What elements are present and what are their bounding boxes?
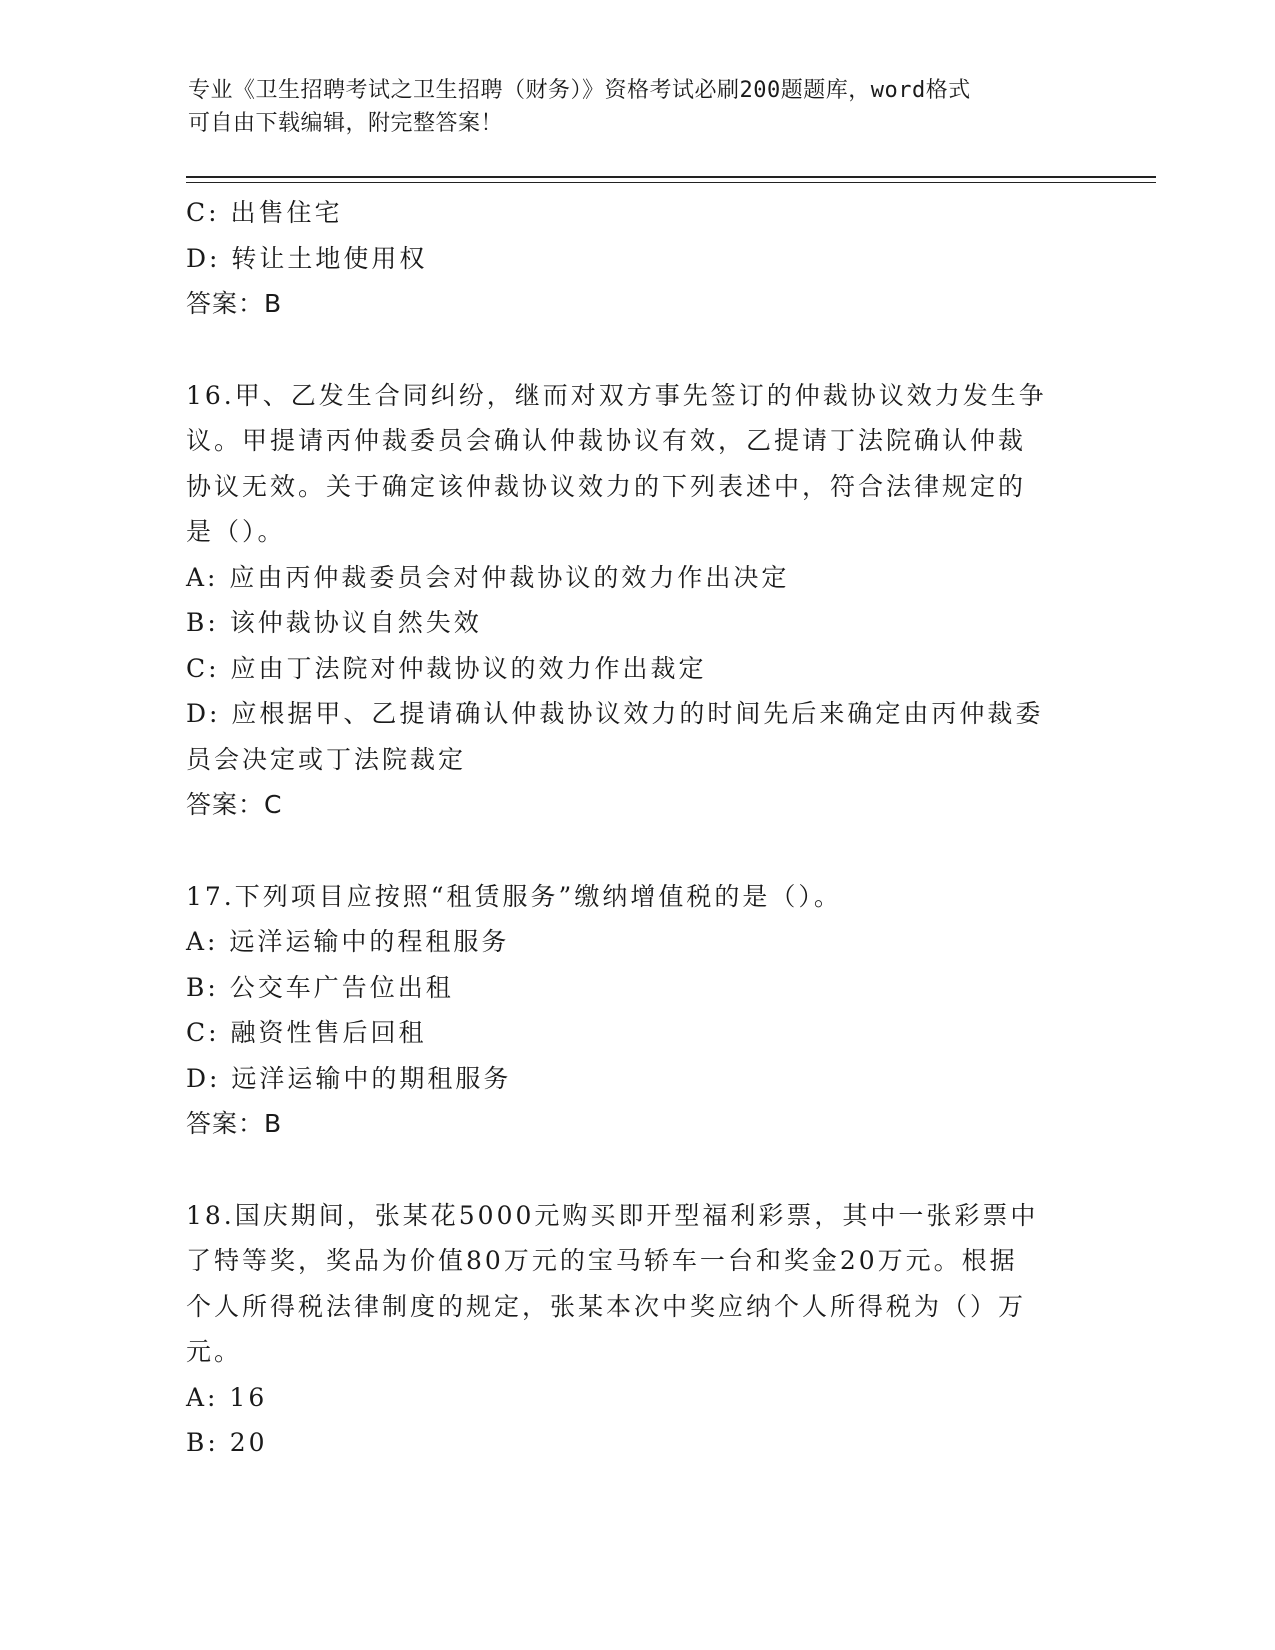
question-text: 17.下列项目应按照“租赁服务”缴纳增值税的是（）。 <box>186 881 842 911</box>
option-d: D: 应根据甲、乙提请确认仲裁协议效力的时间先后来确定由丙仲裁委 <box>186 699 1044 728</box>
option-a: A: 16 <box>186 1382 268 1412</box>
option-d: D: 转让土地使用权 <box>186 243 428 273</box>
option-c: C: 出售住宅 <box>186 198 343 227</box>
question-text: 个人所得税法律制度的规定，张某本次中奖应纳个人所得税为（）万 <box>186 1291 1027 1321</box>
question-text: 18.国庆期间，张某花5000元购买即开型福利彩票，其中一张彩票中 <box>186 1200 1039 1230</box>
question-text: 协议无效。关于确定该仲裁协议效力的下列表述中，符合法律规定的 <box>186 471 1027 501</box>
option-a: A: 远洋运输中的程租服务 <box>186 927 510 956</box>
answer: 答案：B <box>186 289 283 318</box>
question-17 <box>186 874 1086 1147</box>
answer: 答案：C <box>186 790 283 819</box>
question-15 <box>186 190 1086 327</box>
option-b: B: 20 <box>186 1428 268 1457</box>
question-text: 是（）。 <box>186 517 286 546</box>
question-18 <box>186 1193 1086 1466</box>
option-d: D: 远洋运输中的期租服务 <box>186 1063 512 1093</box>
question-text: 元。 <box>186 1337 243 1366</box>
header-rule-thick <box>186 176 1156 178</box>
option-c: C: 融资性售后回租 <box>186 1018 427 1047</box>
document-header <box>188 74 1068 140</box>
option-a: A: 应由丙仲裁委员会对仲裁协议的效力作出决定 <box>186 562 790 592</box>
option-c: C: 应由丁法院对仲裁协议的效力作出裁定 <box>186 653 707 683</box>
question-text: 议。甲提请丙仲裁委员会确认仲裁协议有效，乙提请丁法院确认仲裁 <box>186 426 1027 455</box>
header-line-1: 专业《卫生招聘考试之卫生招聘（财务）》资格考试必刷200题题库，word格式 <box>188 78 971 103</box>
answer: 答案：B <box>186 1109 283 1138</box>
header-rule-thin <box>186 182 1156 183</box>
header-line-2: 可自由下载编辑，附完整答案！ <box>188 111 504 136</box>
option-d-continued: 员会决定或丁法院裁定 <box>186 744 467 774</box>
question-text: 了特等奖，奖品为价值80万元的宝马轿车一台和奖金20万元。根据 <box>186 1246 1018 1275</box>
question-text: 16.甲、乙发生合同纠纷，继而对双方事先签订的仲裁协议效力发生争 <box>186 380 1047 410</box>
question-16 <box>186 373 1086 828</box>
document-body <box>186 190 1086 1466</box>
option-b: B: 该仲裁协议自然失效 <box>186 608 482 637</box>
option-b: B: 公交车广告位出租 <box>186 972 454 1002</box>
